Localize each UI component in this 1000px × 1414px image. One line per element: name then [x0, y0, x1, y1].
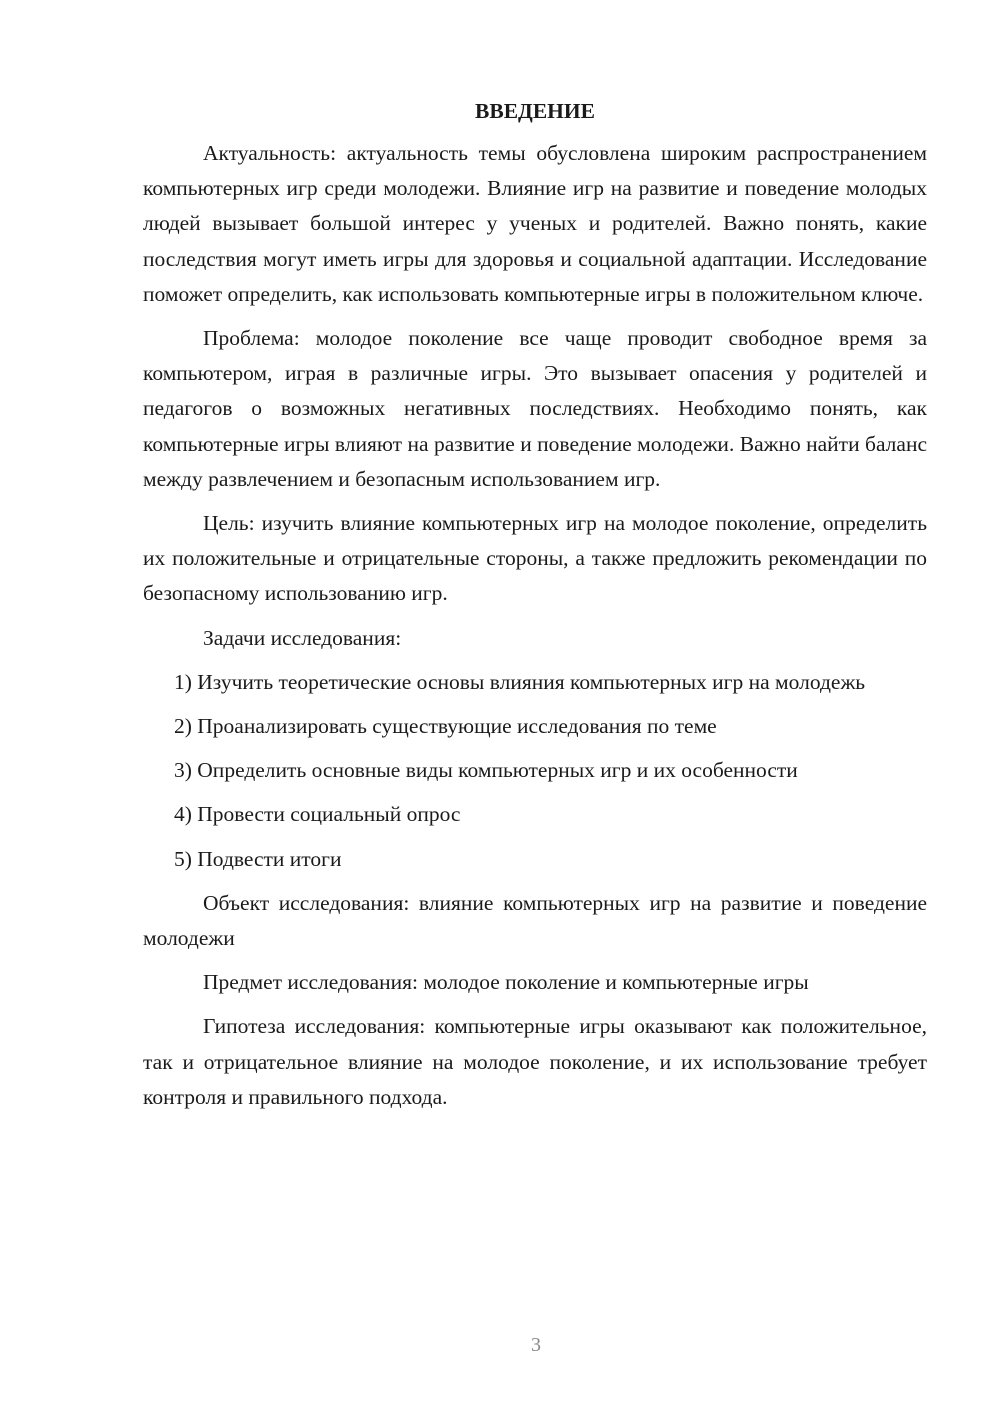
paragraph-relevance: Актуальность: актуальность темы обусловлена широким распространением компьютерных игр среди молодежи. Влияние игр на развитие и поведение молодых людей вызывает большой интерес у ученых и родителей. Важно понять, какие последствия могут иметь игры для здоровья и социальной адаптации. Исследование поможет определить, как использовать компьютерные игры в положительном ключе. [143, 141, 927, 306]
paragraph-problem: Проблема: молодое поколение все чаще проводит свободное время за компьютером, играя в различные игры. Это вызывает опасения у родителей и педагогов о возможных негативных последствиях. Необходимо понять, как компьютерные игры влияют на развитие и поведение молодежи. Важно найти баланс между развлечением и безопасным использованием игр. [143, 326, 927, 491]
list-item: 2) Проанализировать существующие исследования по теме [174, 714, 717, 739]
paragraph-goal: Цель: изучить влияние компьютерных игр на молодое поколение, определить их положительные и отрицательные стороны, а также предложить рекомендации по безопасному использованию игр. [143, 511, 927, 606]
paragraph-subject: Предмет исследования: молодое поколение и компьютерные игры [203, 970, 809, 995]
tasks-heading: Задачи исследования: [203, 625, 402, 650]
paragraph-hypothesis: Гипотеза исследования: компьютерные игры оказывают как положительное, так и отрицательное влияние на молодое поколение, и их использование требует контроля и правильного подхода. [143, 1014, 927, 1109]
document-page [143, 96, 927, 1124]
list-item: 3) Определить основные виды компьютерных игр и их особенности [174, 758, 798, 783]
list-item: 5) Подвести итоги [174, 846, 342, 871]
page-number: 3 [531, 1334, 541, 1356]
paragraph-object: Объект исследования: влияние компьютерных игр на развитие и поведение молодежи [143, 890, 927, 951]
list-item: 1) Изучить теоретические основы влияния компьютерных игр на молодежь [174, 669, 866, 694]
list-item: 4) Провести социальный опрос [174, 802, 461, 827]
tasks-list [143, 665, 927, 877]
page-title: ВВЕДЕНИЕ [475, 99, 595, 123]
